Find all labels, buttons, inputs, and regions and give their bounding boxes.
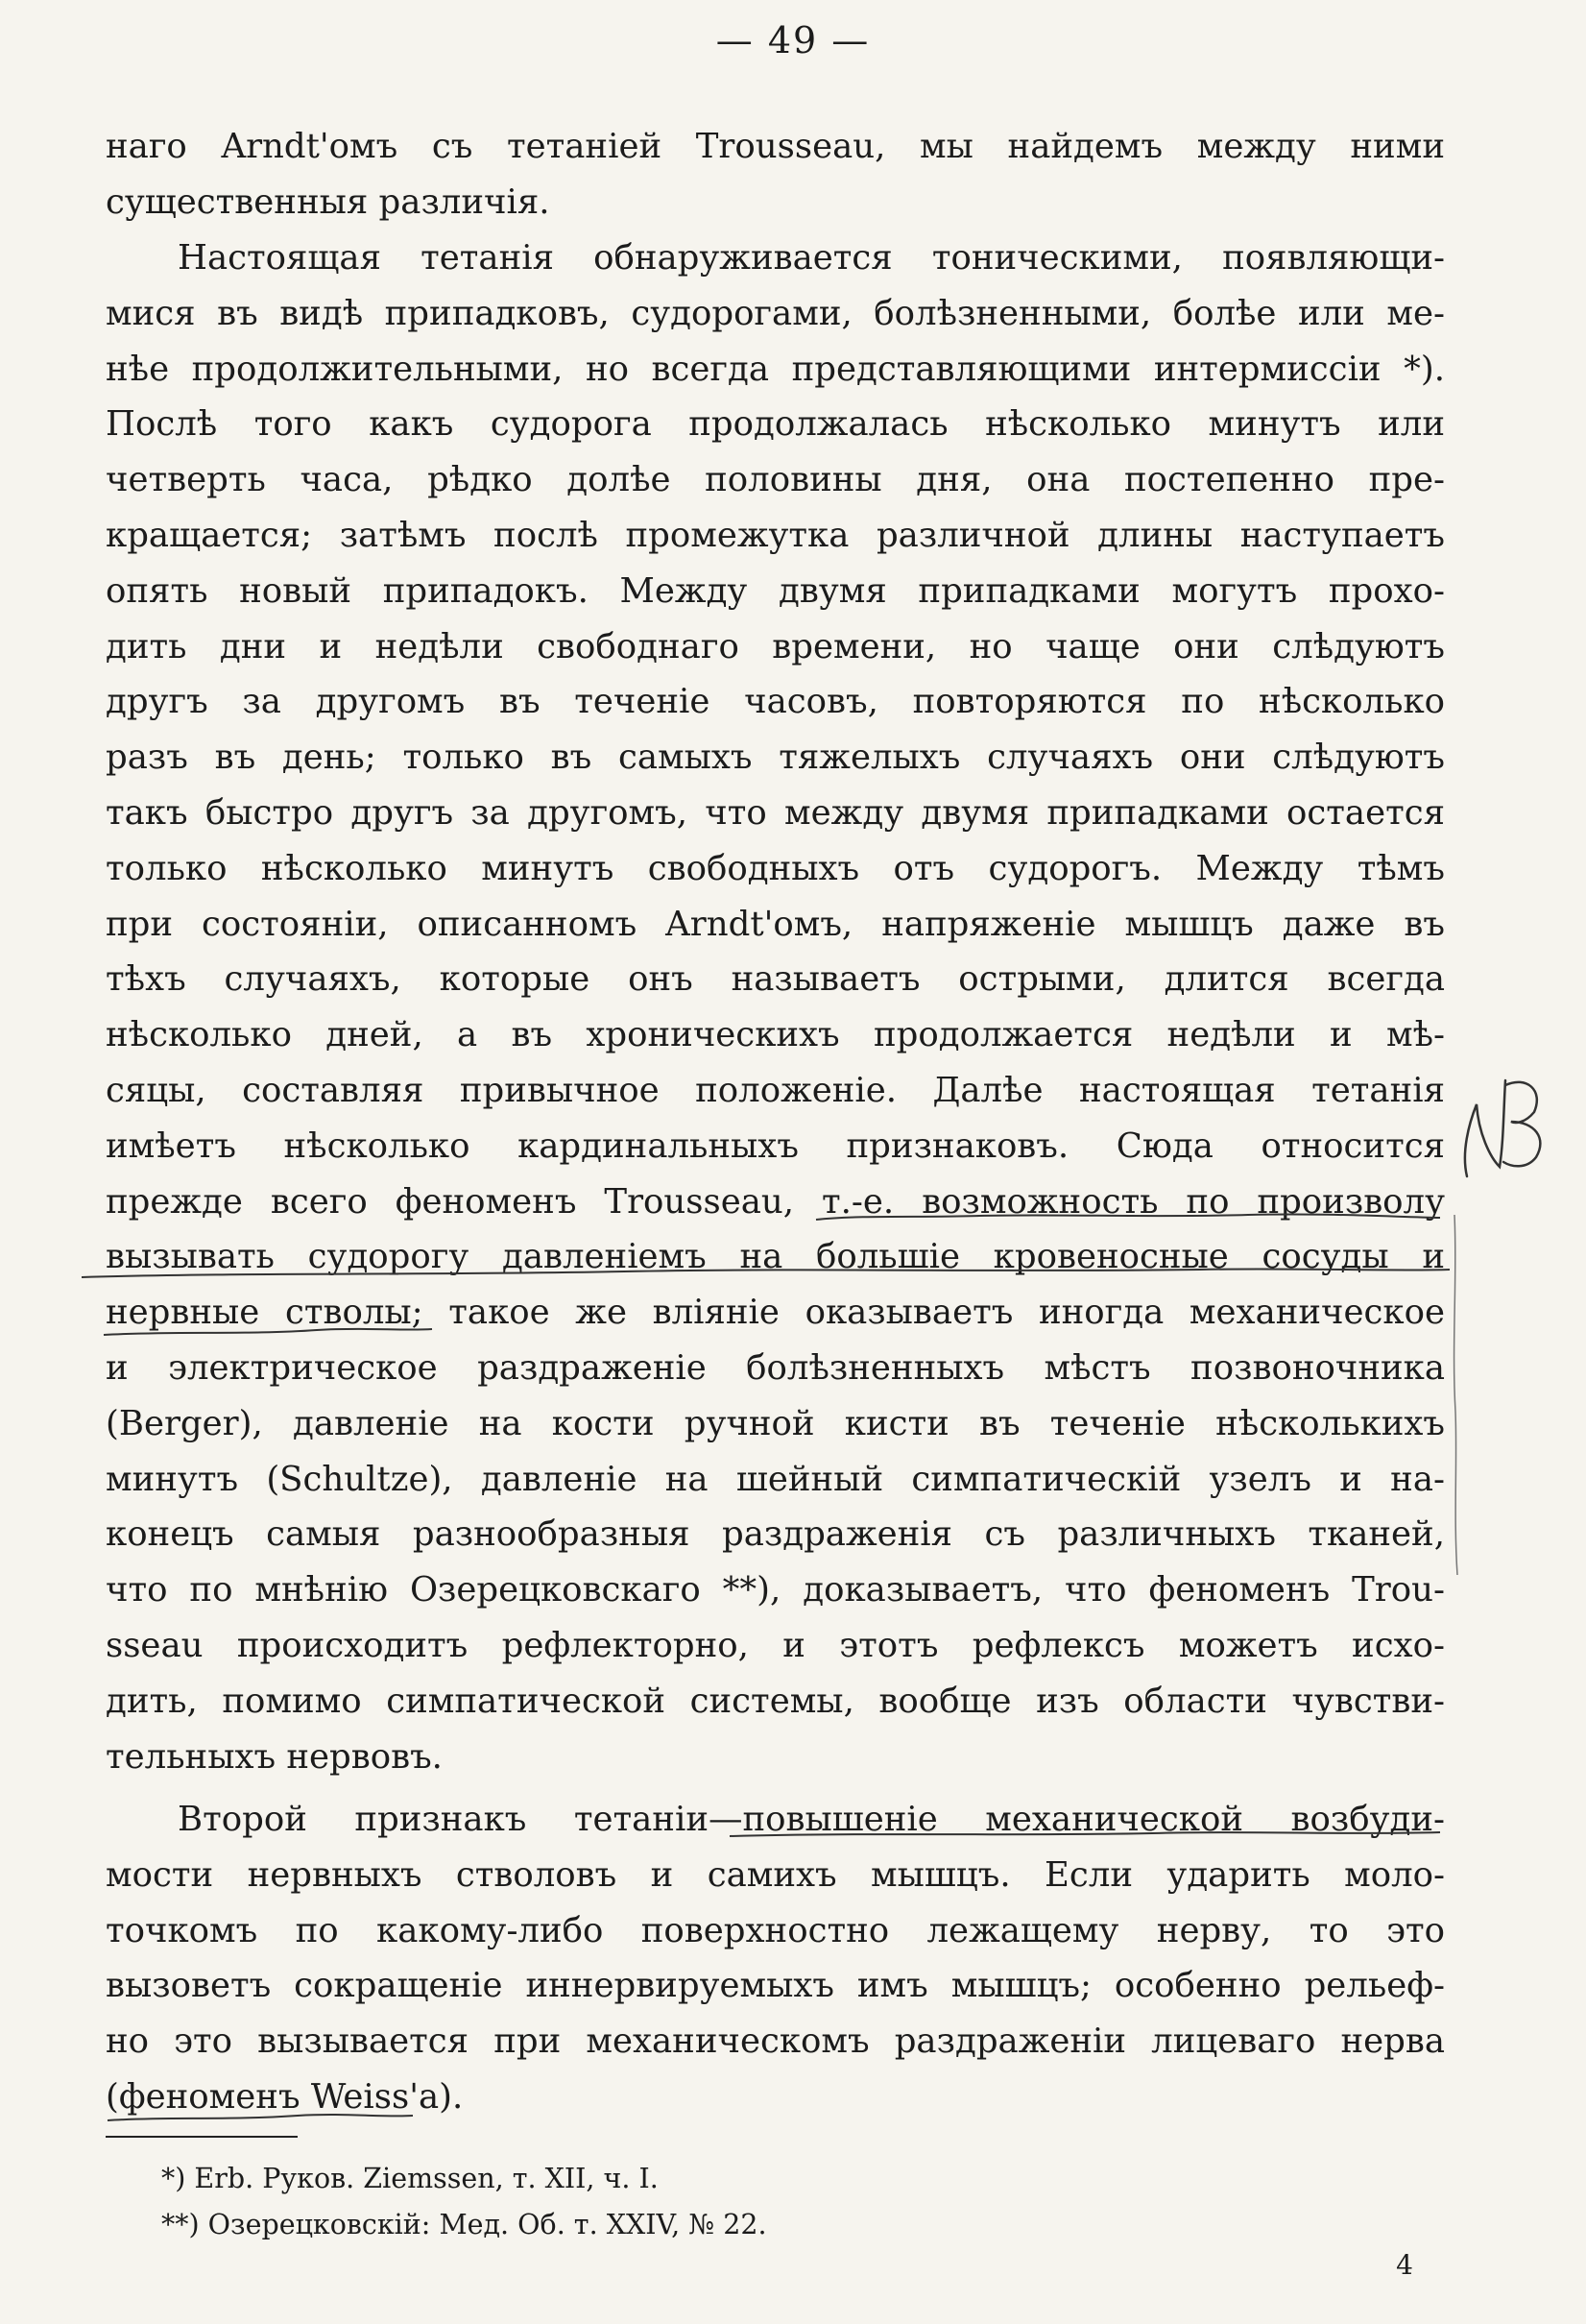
text-line: sseau происходитъ рефлекторно, и этотъ рефлексъ можетъ исхо-	[106, 1625, 1445, 1665]
nb-margin-mark	[1465, 1080, 1540, 1176]
text-line: конецъ самыя разнообразныя раздраженія съ различныхъ тканей,	[106, 1514, 1445, 1555]
text-line: только нѣсколько минутъ свободныхъ отъ судорогъ. Между тѣмъ	[106, 848, 1445, 888]
text-line: нѣсколько дней, а въ хроническихъ продолжается недѣли и мѣ-	[106, 1015, 1445, 1055]
text-line: сяцы, составляя привычное положеніе. Далѣе настоящая тетанія	[106, 1070, 1445, 1110]
text-line: (Berger), давленіе на кости ручной кисти въ теченіе нѣсколькихъ	[106, 1403, 1445, 1443]
text-line: мости нервныхъ стволовъ и самихъ мышцъ. Если ударить моло-	[106, 1854, 1445, 1895]
paragraph-3	[106, 1792, 1445, 2125]
text-line: (феноменъ Weiss'а).	[106, 2076, 464, 2117]
margin-bracket-line	[1454, 1215, 1457, 1575]
paragraph-2	[106, 230, 1445, 1784]
text-line: что по мнѣнію Озерецковскаго **), доказываетъ, что феноменъ Trou-	[106, 1570, 1445, 1610]
text-line: и электрическое раздраженіе болѣзненныхъ мѣстъ позвоночника	[106, 1347, 1445, 1388]
text-line: тѣхъ случаяхъ, которые онъ называетъ острыми, длится всегда	[106, 959, 1445, 1000]
text-line: наго Arndt'омъ съ тетаніей Trousseau, мы найдемъ между ними	[106, 127, 1445, 166]
text-line: Второй признакъ тетаніи—повышеніе механической возбуди-	[178, 1800, 1445, 1839]
text-line: точкомъ по какому-либо поверхностно лежащему нерву, то это	[106, 1910, 1445, 1950]
text-line: минутъ (Schultze), давленіе на шейный симпатическій узелъ и на-	[106, 1459, 1445, 1499]
paragraph-1	[106, 119, 1445, 230]
text-line: дить, помимо симпатической системы, вообще изъ области чувстви-	[106, 1681, 1445, 1721]
text-line: тельныхъ нервовъ.	[106, 1736, 443, 1777]
text-line: кращается; затѣмъ послѣ промежутка различной длины наступаетъ	[106, 515, 1445, 555]
text-line: при состояніи, описанномъ Arndt'омъ, напряженіе мышцъ даже въ	[106, 904, 1445, 944]
text-line: дить дни и недѣли свободнаго времени, но чаще они слѣдуютъ	[106, 626, 1445, 666]
text-line: Настоящая тетанія обнаруживается тоническими, появляющи-	[178, 238, 1445, 278]
text-line: такъ быстро другъ за другомъ, что между двумя припадками остается	[106, 792, 1445, 833]
text-line: нѣе продолжительными, но всегда представляющими интермиссіи *).	[106, 349, 1445, 389]
text-line: вызоветъ сокращеніе иннервируемыхъ имъ мышцъ; особенно рельеф-	[106, 1966, 1445, 2006]
text-line: разъ въ день; только въ самыхъ тяжелыхъ случаяхъ они слѣдуютъ	[106, 738, 1445, 778]
text-line: четверть часа, рѣдко долѣе половины дня, она постепенно пре-	[106, 460, 1445, 500]
text-line: имѣетъ нѣсколько кардинальныхъ признаковъ. Сюда относится	[106, 1126, 1445, 1166]
text-line: прежде всего феноменъ Trousseau, т.-е. возможность по произволу	[106, 1181, 1445, 1222]
text-line: существенныя различія.	[106, 182, 550, 222]
text-line: опять новый припадокъ. Между двумя припадками могутъ прохо-	[106, 570, 1445, 611]
footnotes	[161, 2156, 767, 2248]
footnote-1: *) Erb. Руков. Ziemssen, т. XII, ч. I.	[161, 2163, 659, 2194]
page-number-header: — 49 —	[715, 19, 871, 61]
text-line: но это вызывается при механическомъ раздраженіи лицеваго нерва	[106, 2021, 1445, 2062]
text-line: нервные стволы; такое же вліяніе оказываетъ иногда механическое	[106, 1293, 1445, 1333]
text-line: другъ за другомъ въ теченіе часовъ, повторяются по нѣсколько	[106, 682, 1445, 722]
text-line: вызывать судорогу давленіемъ на большіе кровеносные сосуды и	[106, 1237, 1445, 1277]
footnote-rule	[106, 2136, 298, 2138]
footnote-2: **) Озерецковскій: Мед. Об. т. XXIV, № 22.	[161, 2209, 767, 2240]
text-line: Послѣ того какъ судорога продолжалась нѣсколько минутъ или	[106, 404, 1445, 445]
text-line: мися въ видѣ припадковъ, судорогами, болѣзненными, болѣе или ме-	[106, 293, 1445, 333]
signature-mark: 4	[1396, 2249, 1413, 2281]
